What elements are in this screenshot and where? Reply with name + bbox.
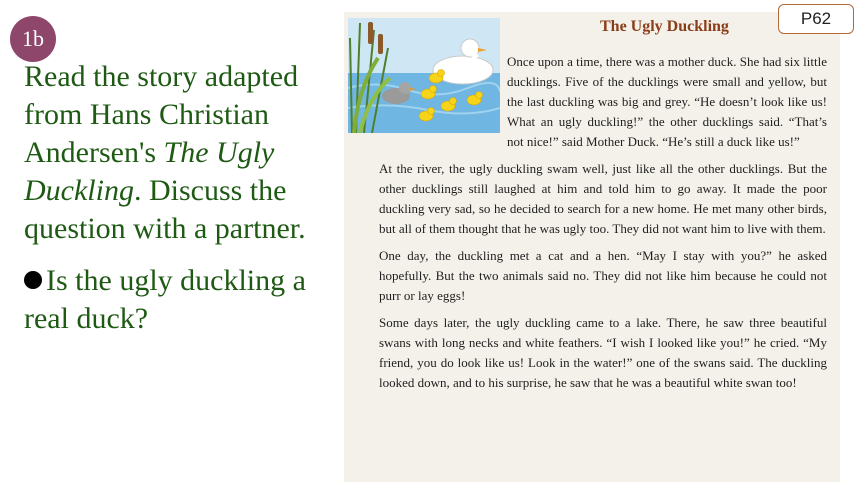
instructions-part1: Read the story adapted from Hans Christian Andersen's [24, 60, 299, 169]
question-text: Is the ugly duckling a real duck? [24, 264, 306, 335]
story-paragraph-3: One day, the duckling met a cat and a hen. “May I stay with you?” he asked hopefully. But the two animals said no. They did not like him because he could not purr or lay eggs! [379, 248, 827, 303]
instructions-text [24, 58, 349, 248]
bullet-icon [24, 271, 42, 289]
section-badge: 1b [10, 16, 56, 62]
story-paragraph-4: Some days later, the ugly duckling came to a lake. There, he saw three beautiful swans with long necks and white feathers. “I wish I looked like you!” he cried. “My friend, you do look like us! Look in the water!” one of the swans said. The duckling looked down, and to his surprise, he saw that he was a beautiful white swan too! [379, 315, 827, 390]
story-paragraph-2: At the river, the ugly duckling swam well, just like all the other ducklings. But the other ducklings still laughed at him and told him to go away. It made the poor duckling very sad, so he decided to search for a new home. He met many other birds, but all of them thought that he was ugly too. They did not want him to live with them. [379, 161, 827, 236]
story-paragraph-1: Once upon a time, there was a mother duck. She had six little ducklings. Five of the ducklings were small and yellow, but the last duckling was big and grey. “He doesn’t look like us! What an ugly duckling!” the other ducklings said. “That’s not nice!” said Mother Duck. “He’s still a duck like us!” [507, 54, 827, 149]
story-title-italic: The Ugly Duckling [24, 136, 275, 207]
discussion-question [24, 262, 349, 338]
story-body [379, 52, 827, 400]
story-title: The Ugly Duckling [600, 18, 729, 35]
page-number-tag: P62 [778, 4, 854, 34]
instructions-part2: . Discuss the question with a partner. [24, 174, 306, 245]
